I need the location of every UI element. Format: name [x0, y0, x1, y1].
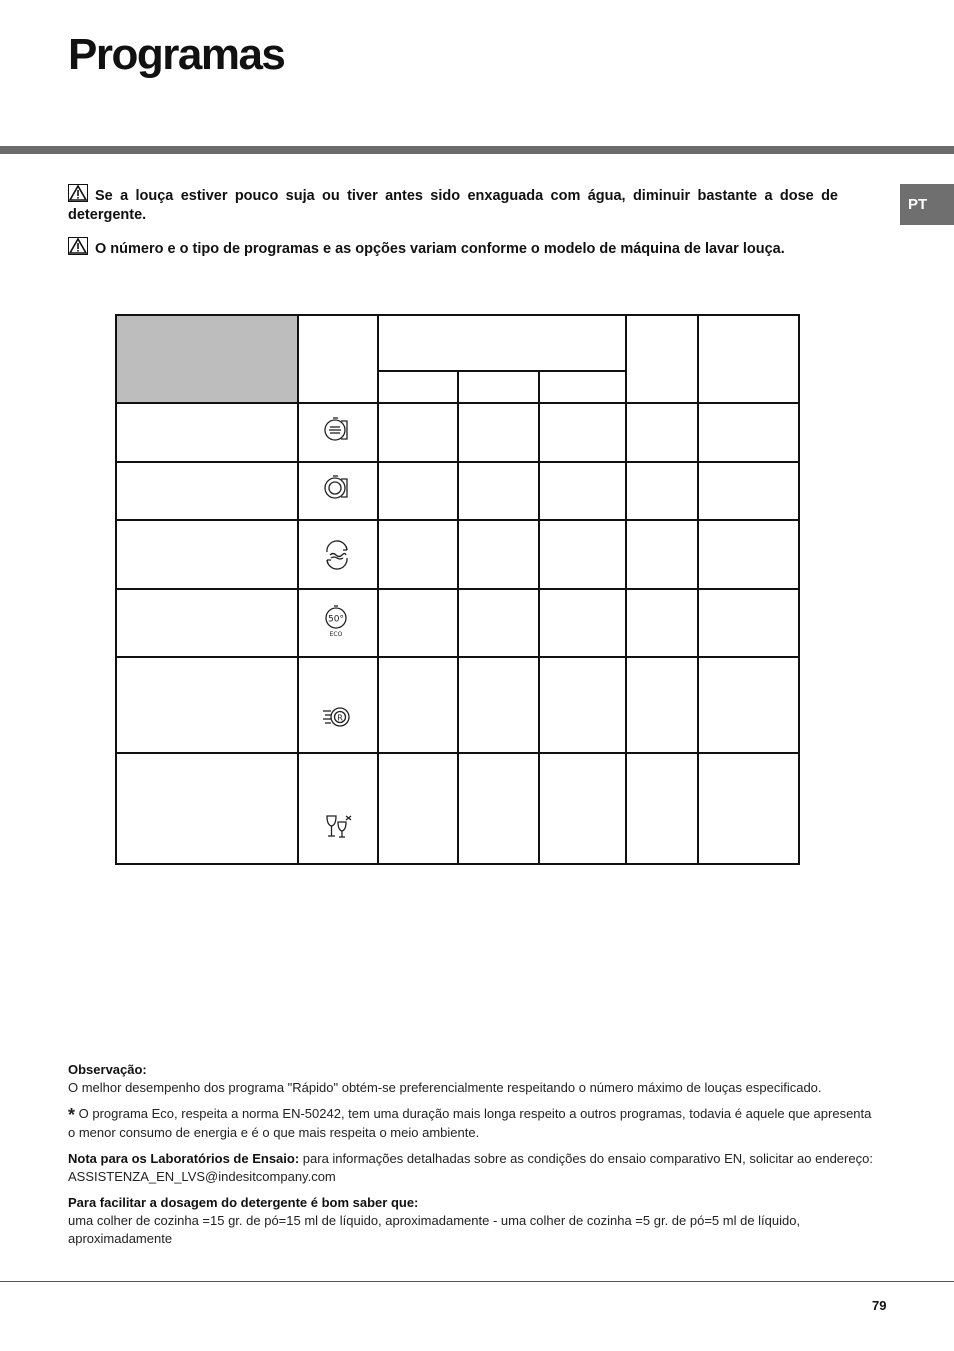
- crystal-glass-icon: [324, 812, 354, 842]
- dosage-note-title: Para facilitar a dosagem do detergente é bom saber que:: [68, 1195, 419, 1210]
- warning-models-text: O número e o tipo de programas e as opções variam conforme o modelo de máquina de lavar louça.: [95, 241, 785, 257]
- observation-text: O melhor desempenho dos programa "Rápido" obtém-se preferencialmente respeitando o número máximo de louças especificado.: [68, 1080, 822, 1095]
- footer-divider: [0, 1281, 954, 1282]
- lab-note-title: Nota para os Laboratórios de Ensaio:: [68, 1151, 300, 1166]
- observation-note: [68, 1061, 878, 1097]
- header-divider: [0, 146, 954, 154]
- lab-note-text: para informações detalhadas sobre as condições do ensaio comparativo EN, solicitar ao endereço: ASSISTENZA_EN_LVS@indesitcompany.com: [68, 1151, 873, 1184]
- observation-title: Observação:: [68, 1062, 147, 1077]
- page-number: 79: [872, 1298, 887, 1313]
- rapid-r-icon: [322, 702, 352, 732]
- eco-note: [68, 1105, 878, 1142]
- notes-section: [68, 1061, 878, 1256]
- eco-50-icon: [321, 604, 351, 638]
- language-tab: PT: [900, 184, 954, 225]
- normal-pot-icon: [322, 473, 352, 503]
- eco-50-icon-text: 50°: [328, 614, 344, 625]
- page-title: Programas: [68, 30, 285, 79]
- warning-dosage: [68, 184, 838, 225]
- programs-table: [115, 314, 801, 866]
- warning-triangle-icon: [68, 237, 88, 255]
- warning-models: [68, 237, 878, 259]
- table-header-shade: [116, 315, 298, 403]
- soak-rinse-icon: [322, 540, 352, 570]
- dosage-note-text: uma colher de cozinha =15 gr. de pó=15 ml de líquido, aproximadamente - uma colher de cozinha =5 gr. de pó=5 ml de líquido, aproximadamente: [68, 1213, 801, 1246]
- programs-table-grid: [115, 314, 801, 866]
- lab-note: [68, 1150, 878, 1186]
- dosage-note: [68, 1194, 878, 1248]
- eco-note-star: *: [68, 1105, 76, 1125]
- warning-triangle-icon: [68, 184, 88, 202]
- warning-dosage-text: Se a louça estiver pouco suja ou tiver antes sido enxaguada com água, diminuir bastante a dose de detergente.: [68, 188, 838, 223]
- eco-50-icon-subtext: ECO: [329, 631, 343, 638]
- eco-note-text: O programa Eco, respeita a norma EN-50242, tem uma duração mais longa respeito a outros programas, todavia é aquele que apresenta o menor consumo de energia e é o que mais respeita o meio ambiente.: [68, 1106, 872, 1140]
- rapid-r-icon-text: R: [337, 713, 343, 723]
- intensive-pot-icon: [322, 415, 352, 445]
